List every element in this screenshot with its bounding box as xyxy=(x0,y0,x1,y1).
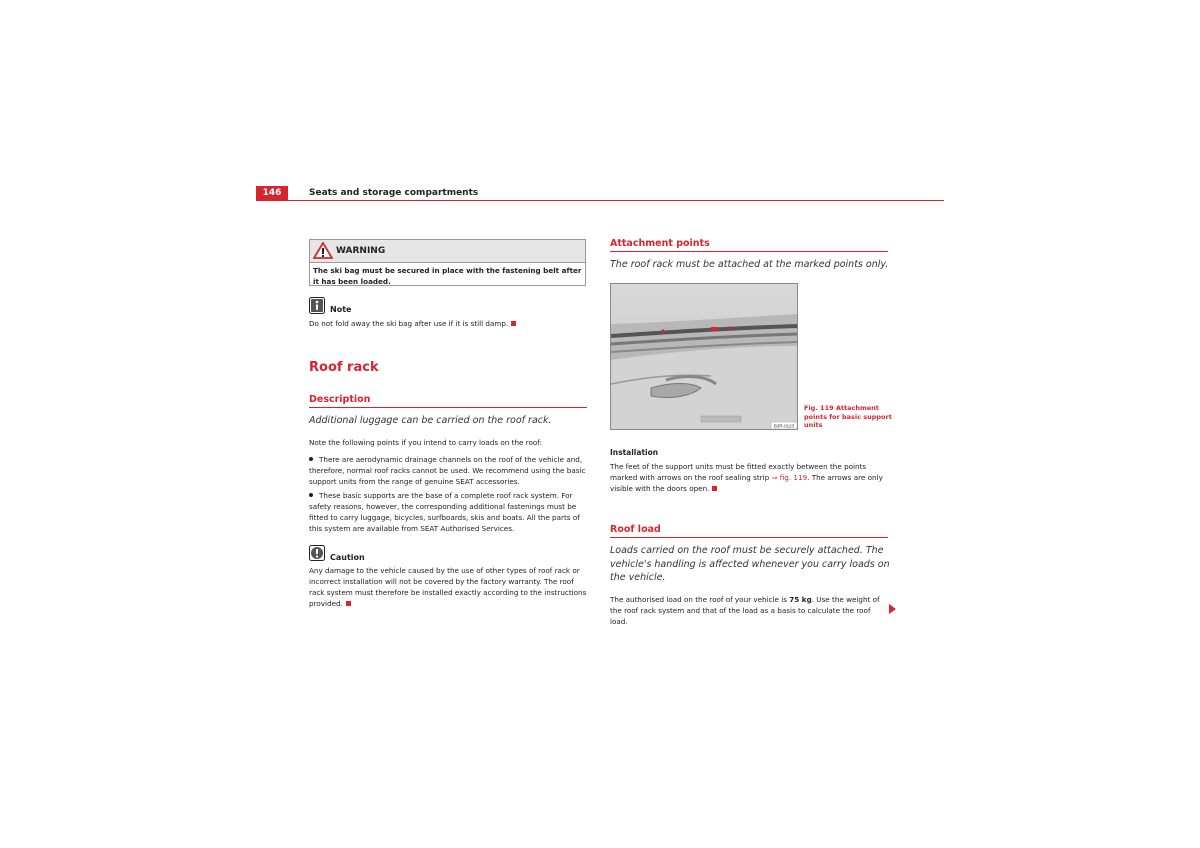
warning-header xyxy=(310,240,585,263)
attachment-intro: The roof rack must be attached at the marked points only. xyxy=(610,259,889,270)
note-info-icon xyxy=(309,297,325,314)
bullet-item: There are aerodynamic drainage channels on the roof of the vehicle and, therefore, normal roof racks cannot be used. We recommend using the basic support units from the range of genuine SEAT accessories. xyxy=(309,455,586,486)
roof-load-intro: Loads carried on the roof must be securely attached. The vehicle's handling is affected whenever you carry loads on the vehicle. xyxy=(610,545,890,583)
heading-roof-load: Roof load xyxy=(610,524,661,535)
description-intro: Additional luggage can be carried on the roof rack. xyxy=(309,415,552,426)
heading-description: Description xyxy=(309,394,371,405)
figure-reference-link[interactable]: ⇒ fig. 119 xyxy=(771,473,808,482)
heading-underline xyxy=(610,251,888,252)
warning-title: WARNING xyxy=(336,246,386,256)
description-lead: Note the following points if you intend to carry loads on the roof: xyxy=(309,438,543,447)
end-marker xyxy=(346,601,351,606)
roof-load-text: The authorised load on the roof of your vehicle is 75 kg. Use the weight of the roof rack system and that of the load as a basis to calculate the roof load. xyxy=(610,595,880,626)
warning-triangle-icon xyxy=(313,242,333,259)
end-marker xyxy=(712,486,717,491)
page-number: 146 xyxy=(256,186,288,200)
warning-text: The ski bag must be secured in place with the fastening belt after it has been loaded. xyxy=(313,266,582,286)
caution-icon xyxy=(309,545,325,561)
figure-caption: Fig. 119 Attachment points for basic support units xyxy=(804,404,892,429)
heading-attachment-points: Attachment points xyxy=(610,238,710,249)
figure-code: B3R-0123 xyxy=(773,423,795,429)
caution-text: Any damage to the vehicle caused by the use of other types of roof rack or incorrect installation will not be covered by the factory warranty. The roof rack system must therefore be installed exactly according to the instructions provided. xyxy=(309,566,587,608)
section-title-roof-rack: Roof rack xyxy=(309,360,379,375)
roof-illustration xyxy=(611,284,797,429)
bullet-icon xyxy=(309,457,313,461)
caution-title: Caution xyxy=(330,553,365,562)
heading-underline xyxy=(610,537,888,538)
figure-roof-attachment xyxy=(610,283,798,430)
bullet-icon xyxy=(309,493,313,497)
next-page-arrow-icon xyxy=(889,604,896,614)
installation-label: Installation xyxy=(610,448,659,457)
attachment-point-marker xyxy=(711,327,718,331)
note-title: Note xyxy=(330,305,352,314)
header-title: Seats and storage compartments xyxy=(309,188,479,198)
bullet-item: These basic supports are the base of a complete roof rack system. For safety reasons, however, the corresponding additional fastenings must be fitted to carry luggage, bicycles, surfboards, skis and boats. All the parts of this system are available from SEAT Authorised Services. xyxy=(309,491,580,533)
end-marker xyxy=(511,321,516,326)
header-divider xyxy=(256,200,944,201)
heading-underline xyxy=(309,407,587,408)
installation-text: The feet of the support units must be fitted exactly between the points marked with arrows on the roof sealing strip ⇒ fig. 119. The arrows are only visible with the doors open. xyxy=(610,462,883,493)
warning-box xyxy=(309,239,586,286)
note-text: Do not fold away the ski bag after use if it is still damp. xyxy=(309,318,589,329)
